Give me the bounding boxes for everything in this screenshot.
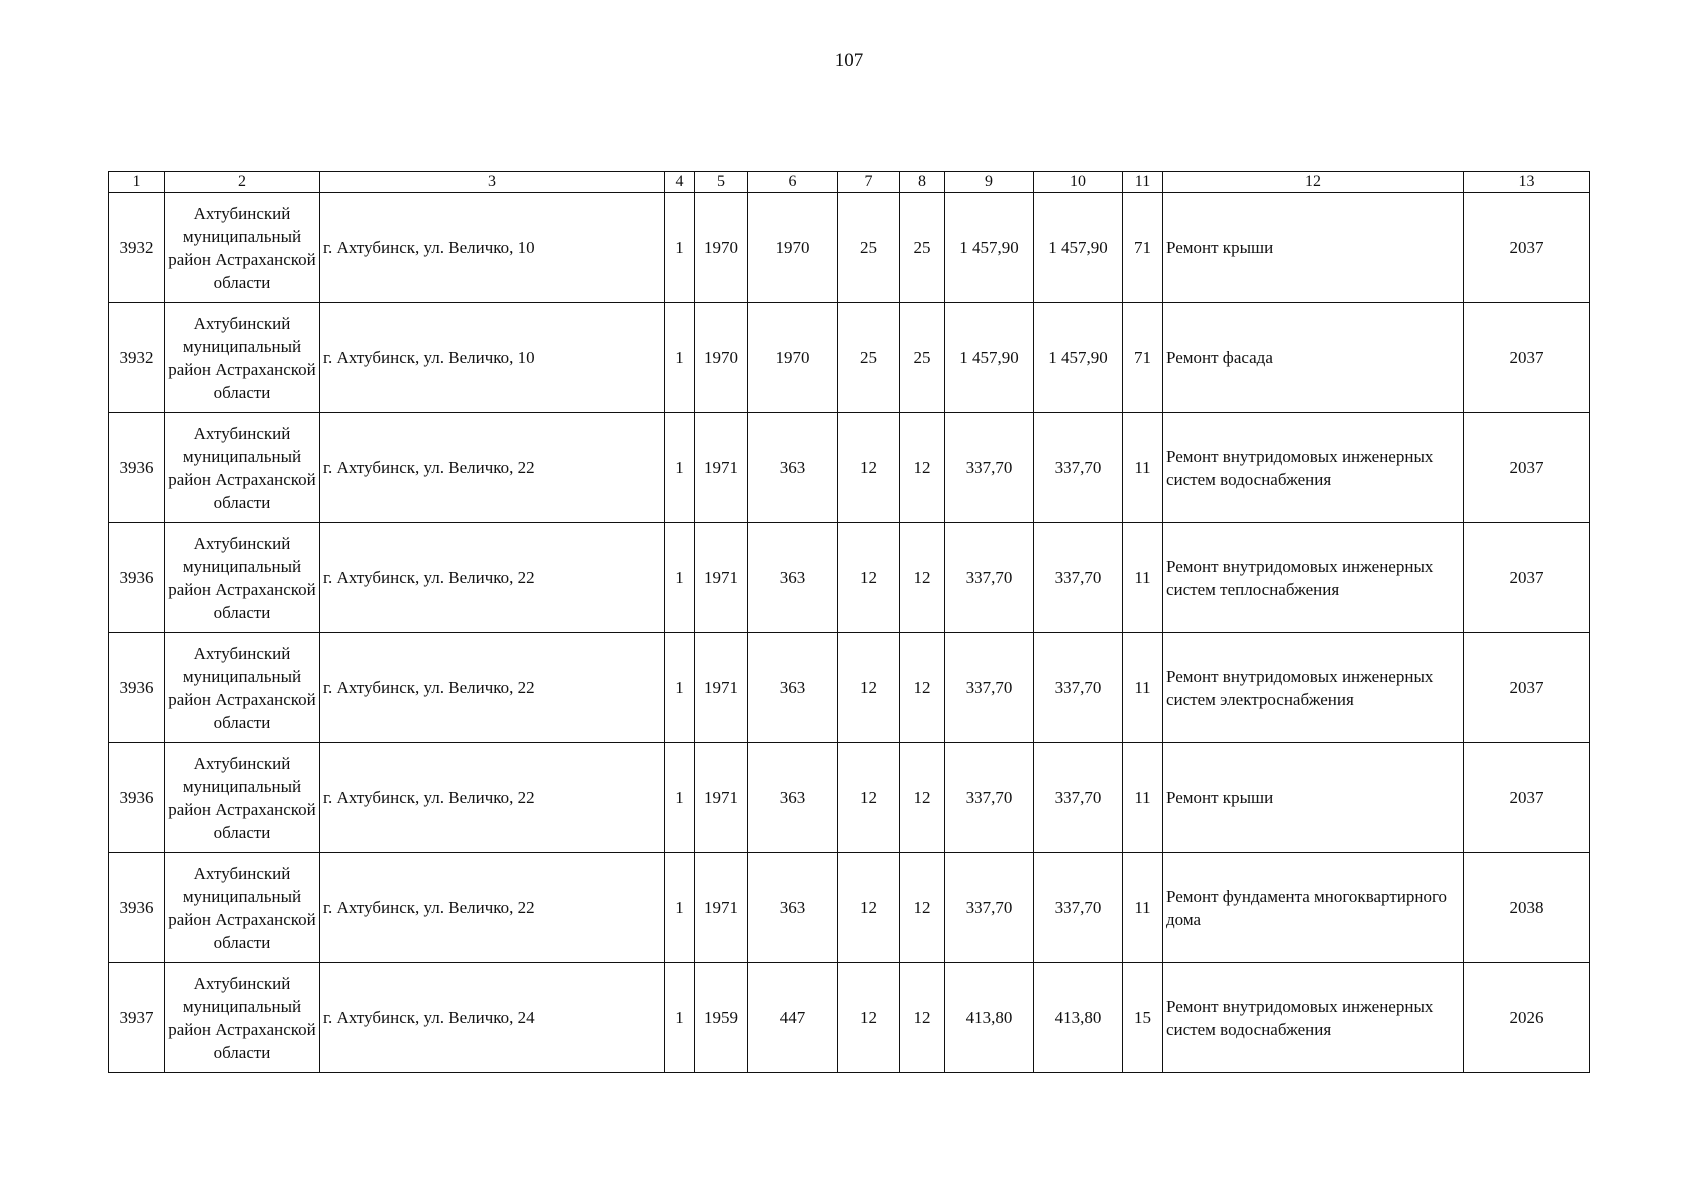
- cell-col4: 1: [665, 413, 695, 523]
- cell-col9: 337,70: [945, 633, 1034, 743]
- cell-col5: 1971: [695, 743, 748, 853]
- cell-col7: 12: [838, 743, 900, 853]
- column-header: 4: [665, 172, 695, 193]
- cell-address: г. Ахтубинск, ул. Величко, 22: [320, 743, 665, 853]
- cell-col7: 12: [838, 633, 900, 743]
- column-header: 10: [1034, 172, 1123, 193]
- cell-work-type: Ремонт внутридомовых инженерных систем водоснабжения: [1163, 963, 1464, 1073]
- page-number: 107: [834, 50, 864, 71]
- cell-col11: 11: [1123, 853, 1163, 963]
- cell-work-type: Ремонт фасада: [1163, 303, 1464, 413]
- cell-col5: 1970: [695, 193, 748, 303]
- cell-id: 3937: [109, 963, 165, 1073]
- cell-col10: 337,70: [1034, 413, 1123, 523]
- cell-col5: 1971: [695, 633, 748, 743]
- cell-col6: 363: [748, 853, 838, 963]
- cell-col7: 12: [838, 853, 900, 963]
- column-header: 7: [838, 172, 900, 193]
- column-header: 13: [1464, 172, 1590, 193]
- cell-col10: 413,80: [1034, 963, 1123, 1073]
- cell-col11: 11: [1123, 413, 1163, 523]
- cell-id: 3936: [109, 853, 165, 963]
- column-header: 2: [165, 172, 320, 193]
- cell-district: Ахтубинский муниципальный район Астраханской области: [165, 523, 320, 633]
- cell-district: Ахтубинский муниципальный район Астраханской области: [165, 413, 320, 523]
- cell-col11: 71: [1123, 303, 1163, 413]
- column-header: 3: [320, 172, 665, 193]
- cell-work-type: Ремонт внутридомовых инженерных систем водоснабжения: [1163, 413, 1464, 523]
- column-header: 11: [1123, 172, 1163, 193]
- cell-year: 2026: [1464, 963, 1590, 1073]
- cell-col5: 1971: [695, 853, 748, 963]
- cell-col8: 12: [900, 853, 945, 963]
- column-header: 9: [945, 172, 1034, 193]
- table-row: [109, 523, 1590, 633]
- cell-col4: 1: [665, 523, 695, 633]
- cell-col11: 71: [1123, 193, 1163, 303]
- cell-work-type: Ремонт внутридомовых инженерных систем электроснабжения: [1163, 633, 1464, 743]
- cell-col4: 1: [665, 743, 695, 853]
- table-row: [109, 413, 1590, 523]
- cell-col9: 1 457,90: [945, 193, 1034, 303]
- cell-col4: 1: [665, 303, 695, 413]
- cell-col10: 337,70: [1034, 523, 1123, 633]
- cell-work-type: Ремонт крыши: [1163, 193, 1464, 303]
- cell-district: Ахтубинский муниципальный район Астраханской области: [165, 963, 320, 1073]
- column-header: 8: [900, 172, 945, 193]
- column-header: 5: [695, 172, 748, 193]
- cell-id: 3936: [109, 633, 165, 743]
- cell-work-type: Ремонт внутридомовых инженерных систем теплоснабжения: [1163, 523, 1464, 633]
- cell-address: г. Ахтубинск, ул. Величко, 22: [320, 413, 665, 523]
- cell-work-type: Ремонт крыши: [1163, 743, 1464, 853]
- cell-col9: 413,80: [945, 963, 1034, 1073]
- cell-col4: 1: [665, 963, 695, 1073]
- cell-col11: 11: [1123, 523, 1163, 633]
- capital-repair-table: [108, 171, 1590, 1073]
- cell-address: г. Ахтубинск, ул. Величко, 22: [320, 633, 665, 743]
- cell-id: 3932: [109, 193, 165, 303]
- cell-col6: 363: [748, 413, 838, 523]
- cell-col7: 12: [838, 963, 900, 1073]
- cell-col6: 363: [748, 523, 838, 633]
- column-header: 6: [748, 172, 838, 193]
- cell-col4: 1: [665, 193, 695, 303]
- cell-col9: 337,70: [945, 413, 1034, 523]
- table-row: [109, 633, 1590, 743]
- cell-year: 2037: [1464, 413, 1590, 523]
- cell-col4: 1: [665, 853, 695, 963]
- cell-year: 2037: [1464, 193, 1590, 303]
- cell-year: 2037: [1464, 303, 1590, 413]
- cell-col7: 12: [838, 413, 900, 523]
- cell-col7: 25: [838, 193, 900, 303]
- cell-address: г. Ахтубинск, ул. Величко, 10: [320, 193, 665, 303]
- cell-col6: 363: [748, 743, 838, 853]
- cell-col11: 11: [1123, 633, 1163, 743]
- cell-address: г. Ахтубинск, ул. Величко, 10: [320, 303, 665, 413]
- cell-district: Ахтубинский муниципальный район Астраханской области: [165, 633, 320, 743]
- cell-col10: 337,70: [1034, 743, 1123, 853]
- cell-district: Ахтубинский муниципальный район Астраханской области: [165, 193, 320, 303]
- table-row: [109, 193, 1590, 303]
- cell-col9: 337,70: [945, 743, 1034, 853]
- cell-col6: 447: [748, 963, 838, 1073]
- cell-col9: 1 457,90: [945, 303, 1034, 413]
- cell-year: 2038: [1464, 853, 1590, 963]
- cell-col5: 1970: [695, 303, 748, 413]
- table-row: [109, 743, 1590, 853]
- cell-col8: 12: [900, 413, 945, 523]
- cell-col10: 1 457,90: [1034, 193, 1123, 303]
- cell-col7: 12: [838, 523, 900, 633]
- cell-col7: 25: [838, 303, 900, 413]
- cell-col10: 337,70: [1034, 633, 1123, 743]
- column-header: 12: [1163, 172, 1464, 193]
- cell-id: 3936: [109, 413, 165, 523]
- cell-district: Ахтубинский муниципальный район Астраханской области: [165, 743, 320, 853]
- cell-year: 2037: [1464, 743, 1590, 853]
- cell-col4: 1: [665, 633, 695, 743]
- cell-district: Ахтубинский муниципальный район Астраханской области: [165, 303, 320, 413]
- cell-address: г. Ахтубинск, ул. Величко, 24: [320, 963, 665, 1073]
- cell-col9: 337,70: [945, 523, 1034, 633]
- cell-col5: 1971: [695, 523, 748, 633]
- cell-col11: 15: [1123, 963, 1163, 1073]
- cell-col6: 1970: [748, 193, 838, 303]
- table-row: [109, 853, 1590, 963]
- cell-id: 3932: [109, 303, 165, 413]
- cell-col10: 1 457,90: [1034, 303, 1123, 413]
- cell-col5: 1959: [695, 963, 748, 1073]
- cell-col8: 25: [900, 303, 945, 413]
- cell-col6: 1970: [748, 303, 838, 413]
- table-row: [109, 963, 1590, 1073]
- cell-id: 3936: [109, 523, 165, 633]
- cell-col5: 1971: [695, 413, 748, 523]
- column-number-row: [109, 172, 1590, 193]
- cell-work-type: Ремонт фундамента многоквартирного дома: [1163, 853, 1464, 963]
- cell-year: 2037: [1464, 523, 1590, 633]
- column-header: 1: [109, 172, 165, 193]
- cell-col8: 25: [900, 193, 945, 303]
- cell-col8: 12: [900, 633, 945, 743]
- cell-col8: 12: [900, 743, 945, 853]
- cell-district: Ахтубинский муниципальный район Астраханской области: [165, 853, 320, 963]
- cell-col9: 337,70: [945, 853, 1034, 963]
- cell-col11: 11: [1123, 743, 1163, 853]
- table-row: [109, 303, 1590, 413]
- cell-id: 3936: [109, 743, 165, 853]
- cell-year: 2037: [1464, 633, 1590, 743]
- cell-address: г. Ахтубинск, ул. Величко, 22: [320, 853, 665, 963]
- cell-col6: 363: [748, 633, 838, 743]
- cell-col8: 12: [900, 963, 945, 1073]
- cell-address: г. Ахтубинск, ул. Величко, 22: [320, 523, 665, 633]
- cell-col8: 12: [900, 523, 945, 633]
- cell-col10: 337,70: [1034, 853, 1123, 963]
